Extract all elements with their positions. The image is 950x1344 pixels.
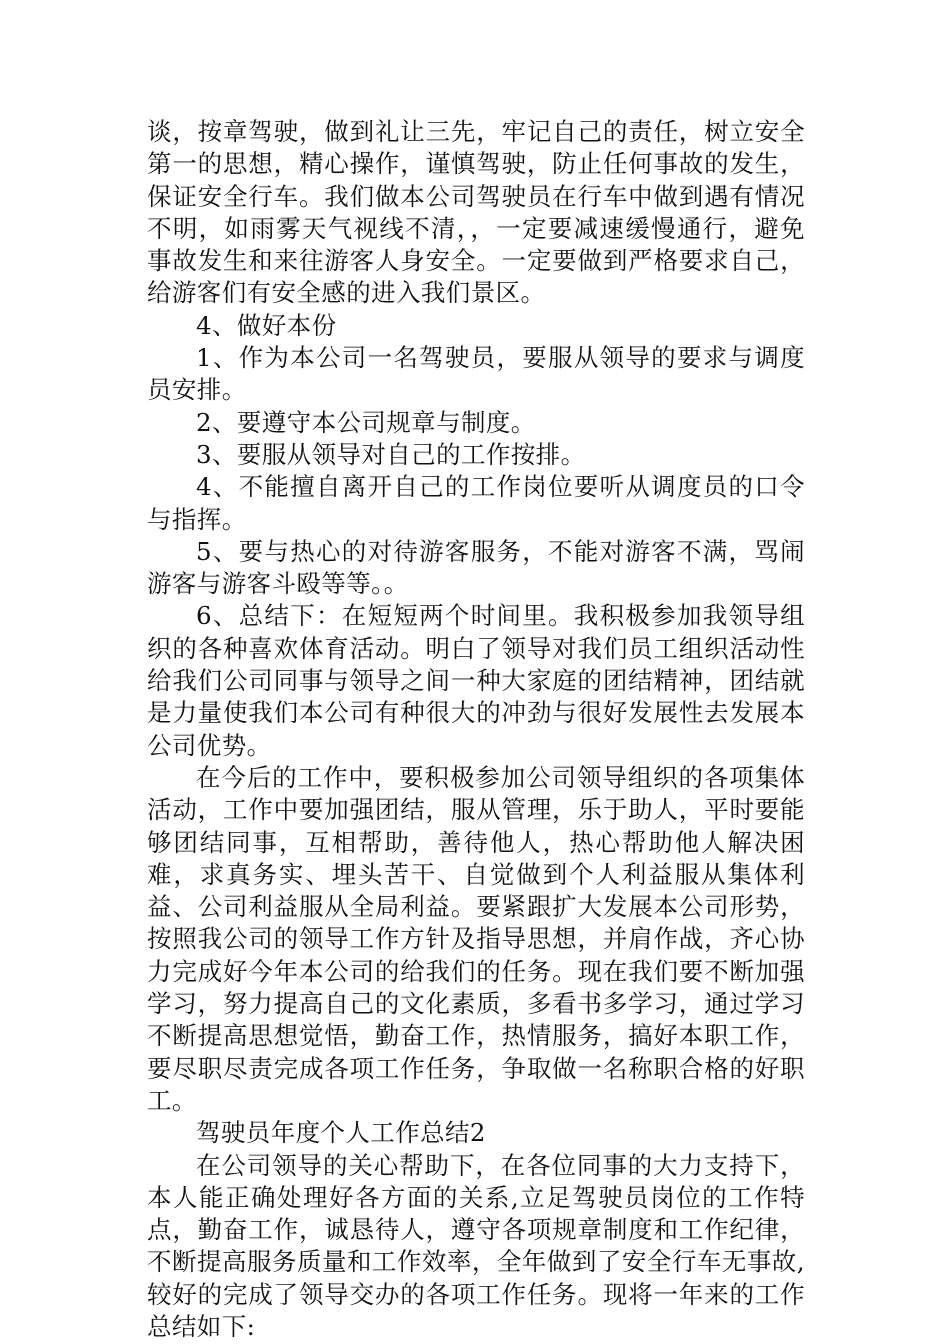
list-item-obey-dispatch: 1、作为本公司一名驾驶员，要服从领导的要求与调度员安排。 (147, 343, 805, 405)
list-item-stay-at-post: 4、不能擅自离开自己的工作岗位要听从调度员的口令与指挥。 (147, 472, 805, 534)
paragraph-safety-driving: 谈，按章驾驶，做到礼让三先，牢记自己的责任，树立安全第一的思想，精心操作，谨慎驾驶，防止任何事故的发生，保证安全行车。我们做本公司驾驶员在行车中做到遇有情况不明，如雨雾天气视线不清，，一定要减速缓慢通行，避免事故发生和来往游客人身安全。一定要做到严格要求自己，给游客们有安全感的进入我们景区。 (147, 117, 805, 308)
paragraph-future-work: 在今后的工作中，要积极参加公司领导组织的各项集体活动，工作中要加强团结，服从管理，乐于助人，平时要能够团结同事，互相帮助，善待他人，热心帮助他人解决困难，求真务实、埋头苦干、自觉做到个人利益服从集体利益、公司利益服从全局利益。要紧跟扩大发展本公司形势，按照我公司的领导工作方针及指导思想，并肩作战，齐心协力完成好今年本公司的给我们的任务。现在我们要不断加强学习，努力提高自己的文化素质，多看书多学习，通过学习不断提高思想觉悟，勤奋工作，热情服务，搞好本职工作，要尽职尽责完成各项工作任务，争取做一名称职合格的好职工。 (147, 762, 805, 1115)
heading-do-duty: 4、做好本份 (196, 310, 337, 340)
document-body (147, 116, 805, 1343)
list-item-obey-arrangement: 3、要服从领导对自己的工作按排。 (196, 439, 586, 469)
section-title-summary-2: 驾驶员年度个人工作总结2 (196, 1118, 486, 1148)
paragraph-summary-2-intro: 在公司领导的关心帮助下，在各位同事的大力支持下，本人能正确处理好各方面的关系,立足驾驶员岗位的工作特点，勤奋工作，诚恳待人，遵守各项规章制度和工作纪律，不断提高服务质量和工作效率，全年做到了安全行车无事故,较好的完成了领导交办的各项工作任务。现将一年来的工作总结如下: (147, 1150, 805, 1341)
list-item-serve-tourists: 5、要与热心的对待游客服务，不能对游客不满，骂闹游客与游客斗殴等等。。 (147, 536, 805, 599)
list-item-follow-rules: 2、要遵守本公司规章与制度。 (196, 407, 536, 437)
list-item-summary: 6、总结下：在短短两个时间里。我积极参加我领导组织的各种喜欢体育活动。明白了领导对我们员工组织活动性给我们公司同事与领导之间一种大家庭的团结精神，团结就是力量使我们本公司有种很大的冲劲与很好发展性去发展本公司优势。 (147, 601, 805, 760)
